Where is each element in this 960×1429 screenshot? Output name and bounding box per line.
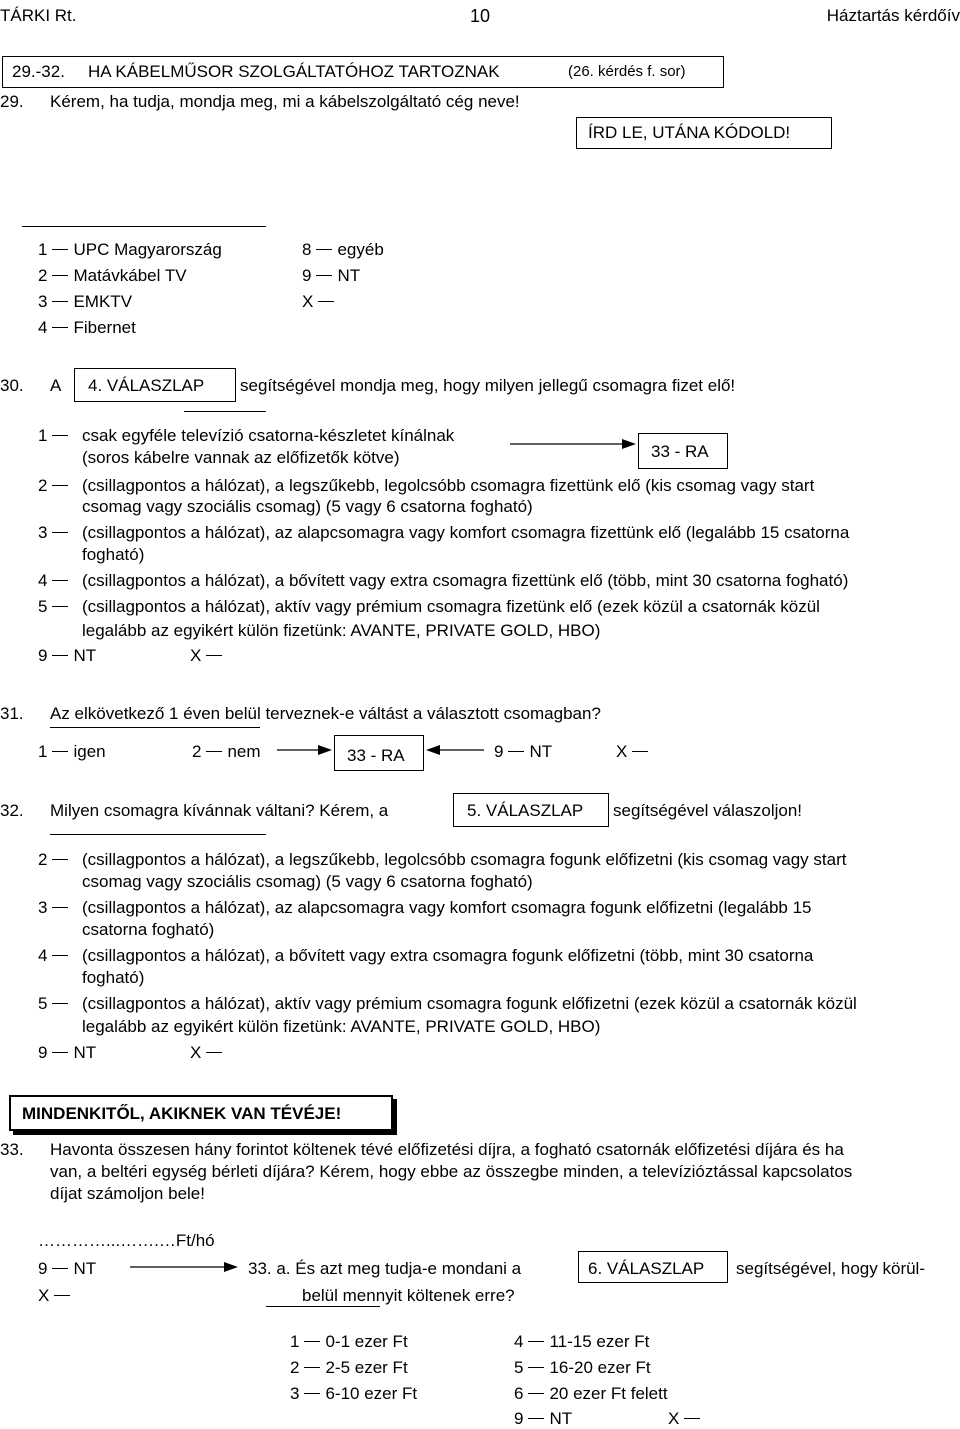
q30-option-2-line1: (csillagpontos a hálózat), a legszűkebb, legolcsóbb csomagra fizettünk elő (kis csomag vagy start	[82, 476, 815, 495]
q30-option-5-code[interactable]: 5	[38, 597, 73, 617]
q31-option-no[interactable]: 2 nem	[192, 742, 261, 761]
filter-note: (26. kérdés f. sor)	[568, 63, 686, 80]
q29-number: 29.	[0, 92, 24, 111]
q29-option-x[interactable]: X	[302, 292, 339, 312]
q33-line3: díjat számoljon bele!	[50, 1184, 205, 1203]
q33a-option-nt[interactable]: 9 NT	[514, 1409, 573, 1428]
q33a-option-6[interactable]: 6 20 ezer Ft felett	[514, 1384, 668, 1403]
header-company: TÁRKI Rt.	[0, 6, 77, 25]
q29-option-8[interactable]: 8 egyéb	[302, 240, 384, 259]
q33-number: 33.	[0, 1140, 24, 1159]
header-page-number: 10	[470, 6, 491, 26]
section-title: MINDENKITŐL, AKIKNEK VAN TÉVÉJE!	[22, 1104, 342, 1123]
q31-option-yes[interactable]: 1 igen	[38, 742, 106, 761]
q30-option-3-line1: (csillagpontos a hálózat), az alapcsomagra vagy komfort csomagra fizettünk elő (legalább 15 csatorna	[82, 523, 850, 542]
q30-option-3-code[interactable]: 3	[38, 523, 73, 543]
q33a-option-1[interactable]: 1 0-1 ezer Ft	[290, 1332, 408, 1351]
q33a-text: 33. a. És azt meg tudja-e mondani a	[248, 1259, 522, 1278]
q32-option-4-code[interactable]: 4	[38, 946, 73, 966]
q32-option-4-line1: (csillagpontos a hálózat), a bővített vagy extra csomagra fogunk előfizetni (több, mint 30 csatorna	[82, 946, 814, 965]
q32-option-4-line2: fogható)	[82, 968, 145, 987]
q30-letter: A	[50, 376, 62, 395]
q32-number: 32.	[0, 801, 24, 820]
q30-option-x[interactable]: X	[190, 646, 227, 666]
filter-prefix: 29.-32.	[12, 62, 65, 81]
q29-option-1[interactable]: 1 UPC Magyarország	[38, 240, 222, 259]
q32-option-3-line1: (csillagpontos a hálózat), az alapcsomagra vagy komfort csomagra fogunk előfizetni (legalább 15	[82, 898, 812, 917]
q29-option-3[interactable]: 3 EMKTV	[38, 292, 133, 311]
q30-option-4-line1: (csillagpontos a hálózat), a bővített vagy extra csomagra fizettünk elő (több, mint 30 csatorna fogható)	[82, 571, 849, 590]
q32-option-2-line2: csomag vagy szociális csomag) (5 vagy 6 csatorna fogható)	[82, 872, 533, 891]
header-doc-title: Háztartás kérdőív	[826, 6, 960, 25]
q33a-option-2[interactable]: 2 2-5 ezer Ft	[290, 1358, 408, 1377]
q30-option-4-code[interactable]: 4	[38, 571, 73, 591]
q30-option-2-code[interactable]: 2	[38, 476, 73, 496]
q29-text: Kérem, ha tudja, mondja meg, mi a kábelszolgáltató cég neve!	[50, 92, 520, 111]
q33a-option-4[interactable]: 4 11-15 ezer Ft	[514, 1332, 650, 1351]
q33a-line2: belül mennyit költenek erre?	[302, 1286, 515, 1305]
q30-option-1-line1: csak egyféle televízió csatorna-készletet kínálnak	[82, 426, 455, 445]
q32-text-after: segítségével válaszoljon!	[613, 801, 803, 820]
q29-option-2[interactable]: 2 Matávkábel TV	[38, 266, 187, 285]
q31-option-x[interactable]: X	[616, 742, 653, 762]
q33-option-nt[interactable]: 9 NT	[38, 1259, 97, 1278]
q30-skip-label: 33 - RA	[651, 442, 709, 461]
q30-option-1-code[interactable]: 1	[38, 426, 73, 446]
q30-number: 30.	[0, 376, 24, 395]
q29-instruction: ÍRD LE, UTÁNA KÓDOLD!	[588, 123, 791, 142]
q30-text: segítségével mondja meg, hogy milyen jellegű csomagra fizet elő!	[240, 376, 736, 395]
q30-option-2-line2: csomag vagy szociális csomag) (5 vagy 6 csatorna fogható)	[82, 497, 533, 516]
q29-option-4[interactable]: 4 Fibernet	[38, 318, 136, 337]
q33a-option-3[interactable]: 3 6-10 ezer Ft	[290, 1384, 418, 1403]
q33-line2: van, a beltéri egység bérleti díjára? Kérem, hogy ebbe az összegbe minden, a televízióztással kapcsolatos	[50, 1162, 853, 1181]
q30-option-1-line2: (soros kábelre vannak az előfizetők kötve)	[82, 448, 400, 467]
q31-option-nt[interactable]: 9 NT	[494, 742, 553, 761]
q31-text: Az elkövetkező 1 éven belül terveznek-e váltást a választott csomagban?	[50, 704, 601, 723]
q32-text: Milyen csomagra kívánnak váltani? Kérem, a	[50, 801, 389, 820]
q30-card: 4. VÁLASZLAP	[88, 376, 205, 395]
q32-option-2-code[interactable]: 2	[38, 850, 73, 870]
q30-option-nt[interactable]: 9 NT	[38, 646, 97, 665]
q32-option-2-line1: (csillagpontos a hálózat), a legszűkebb, legolcsóbb csomagra fogunk előfizetni (kis csomag vagy start	[82, 850, 847, 869]
q33-option-x[interactable]: X	[38, 1286, 75, 1306]
q32-option-nt[interactable]: 9 NT	[38, 1043, 97, 1062]
q31-number: 31.	[0, 704, 24, 723]
q29-option-9[interactable]: 9 NT	[302, 266, 361, 285]
filter-text: HA KÁBELMŰSOR SZOLGÁLTATÓHOZ TARTOZNAK	[88, 62, 500, 81]
q32-option-5-line2: legalább az egyikért külön fizetünk: AVANTE, PRIVATE GOLD, HBO)	[82, 1017, 601, 1036]
q30-option-5-line2: legalább az egyikért külön fizetünk: AVANTE, PRIVATE GOLD, HBO)	[82, 621, 601, 640]
q33a-card: 6. VÁLASZLAP	[588, 1259, 705, 1278]
q33a-option-5[interactable]: 5 16-20 ezer Ft	[514, 1358, 651, 1377]
q32-option-5-code[interactable]: 5	[38, 994, 73, 1014]
q33a-option-x[interactable]: X	[668, 1409, 705, 1429]
q30-option-5-line1: (csillagpontos a hálózat), aktív vagy prémium csomagra fizetünk elő (ezek közül a csatornák közül	[82, 597, 820, 616]
q32-option-5-line1: (csillagpontos a hálózat), aktív vagy prémium csomagra fogunk előfizetni (ezek közül a csatornák közül	[82, 994, 857, 1013]
q33-amount-field[interactable]: …………...…….…Ft/hó	[38, 1231, 215, 1250]
q32-option-3-code[interactable]: 3	[38, 898, 73, 918]
q33-line1: Havonta összesen hány forintot költenek tévé előfizetési díjra, a fogható csatornák előfizetési díjára és ha	[50, 1140, 844, 1159]
q32-option-3-line2: csatorna fogható)	[82, 920, 215, 939]
q30-option-3-line2: fogható)	[82, 545, 145, 564]
q33a-divider	[266, 1306, 380, 1307]
q31-skip-label: 33 - RA	[347, 746, 405, 765]
q33a-text-after: segítségével, hogy körül-	[736, 1259, 925, 1278]
q32-card: 5. VÁLASZLAP	[467, 801, 584, 820]
q32-option-x[interactable]: X	[190, 1043, 227, 1063]
